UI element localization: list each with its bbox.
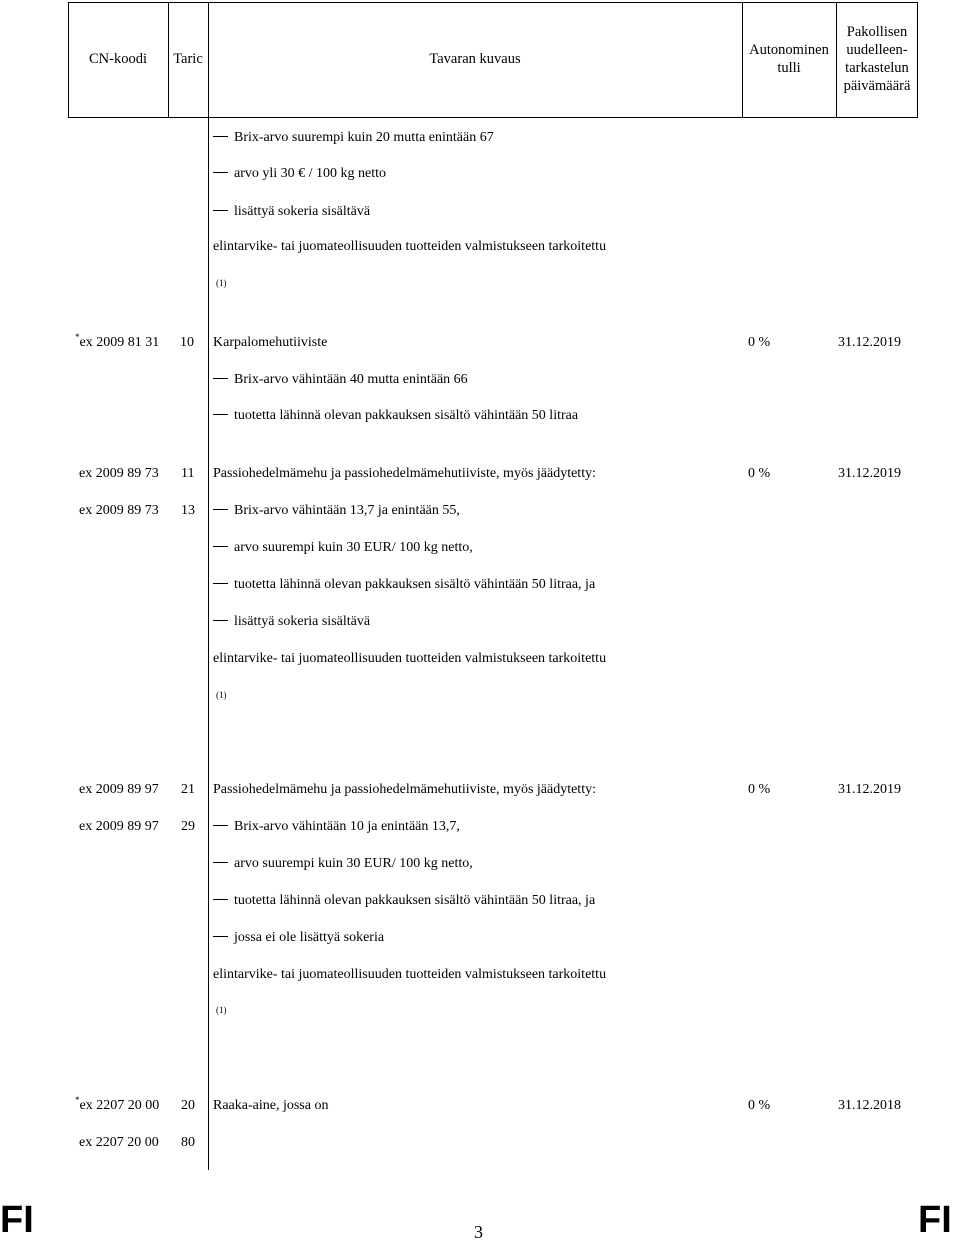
description-condition: tuotetta lähinnä olevan pakkauksen sisältö vähintään 50 litraa, ja bbox=[213, 577, 595, 593]
cn-code: ex 2009 89 97 bbox=[79, 782, 159, 797]
cn-code: ex 2009 89 97 bbox=[79, 819, 159, 834]
taric-code: 10 bbox=[180, 335, 194, 350]
review-date: 31.12.2019 bbox=[838, 466, 901, 481]
footer-language-left: FI bbox=[0, 1199, 34, 1241]
column-divider bbox=[208, 117, 209, 1170]
dash-icon bbox=[213, 172, 228, 173]
duty-rate: 0 % bbox=[748, 1098, 771, 1113]
description-condition: tuotetta lähinnä olevan pakkauksen sisältö vähintään 50 litraa bbox=[213, 408, 578, 424]
description-text: elintarvike- tai juomateollisuuden tuotteiden valmistukseen tarkoitettu bbox=[213, 239, 607, 254]
taric-code: 13 bbox=[181, 503, 195, 518]
dash-icon bbox=[213, 620, 228, 621]
description-heading: Raaka-aine, jossa on bbox=[213, 1098, 329, 1113]
taric-code: 11 bbox=[181, 466, 195, 481]
review-date: 31.12.2018 bbox=[838, 1098, 901, 1113]
description-condition: arvo suurempi kuin 30 EUR/ 100 kg netto, bbox=[213, 540, 473, 556]
dash-icon bbox=[213, 210, 228, 211]
description-condition: arvo suurempi kuin 30 EUR/ 100 kg netto, bbox=[213, 856, 473, 872]
description-condition: Brix-arvo vähintään 13,7 ja enintään 55, bbox=[213, 503, 460, 519]
header-description: Tavaran kuvaus bbox=[429, 51, 521, 67]
description-condition: tuotetta lähinnä olevan pakkauksen sisältö vähintään 50 litraa, ja bbox=[213, 893, 595, 909]
dash-icon bbox=[213, 546, 228, 547]
footnote-ref: (1) bbox=[216, 1005, 227, 1015]
description-condition: lisättyä sokeria sisältävä bbox=[213, 614, 370, 630]
description-condition: arvo yli 30 € / 100 kg netto bbox=[213, 166, 386, 182]
taric-code: 20 bbox=[181, 1098, 195, 1113]
header-review-date: Pakollisen uudelleen- tarkastelun päivämäärä bbox=[843, 24, 911, 94]
cn-code: ex 2009 89 73 bbox=[79, 466, 159, 481]
dash-icon bbox=[213, 378, 228, 379]
description-condition: Brix-arvo suurempi kuin 20 mutta enintään 67 bbox=[213, 130, 494, 146]
footer-language-right: FI bbox=[918, 1199, 952, 1241]
header-cn-code: CN-koodi bbox=[89, 51, 147, 67]
cn-code: *ex 2207 20 00 bbox=[75, 1095, 160, 1113]
description-heading: Karpalomehutiiviste bbox=[213, 335, 328, 350]
page-number: 3 bbox=[474, 1222, 483, 1242]
description-heading: Passiohedelmämehu ja passiohedelmämehutiiviste, myös jäädytetty: bbox=[213, 466, 596, 481]
duty-rate: 0 % bbox=[748, 782, 771, 797]
dash-icon bbox=[213, 414, 228, 415]
header-autonomous-duty: Autonominen tulli bbox=[749, 42, 829, 76]
dash-icon bbox=[213, 899, 228, 900]
duty-rate: 0 % bbox=[748, 335, 771, 350]
description-heading: Passiohedelmämehu ja passiohedelmämehutiiviste, myös jäädytetty: bbox=[213, 782, 596, 797]
cn-code: *ex 2009 81 31 bbox=[75, 332, 160, 350]
description-text: elintarvike- tai juomateollisuuden tuotteiden valmistukseen tarkoitettu bbox=[213, 967, 607, 982]
description-text: elintarvike- tai juomateollisuuden tuotteiden valmistukseen tarkoitettu bbox=[213, 651, 607, 666]
description-condition: jossa ei ole lisättyä sokeria bbox=[213, 930, 384, 946]
description-condition: Brix-arvo vähintään 10 ja enintään 13,7, bbox=[213, 819, 460, 835]
dash-icon bbox=[213, 509, 228, 510]
dash-icon bbox=[213, 583, 228, 584]
taric-code: 80 bbox=[181, 1135, 195, 1150]
description-condition: Brix-arvo vähintään 40 mutta enintään 66 bbox=[213, 372, 468, 388]
cn-code: ex 2009 89 73 bbox=[79, 503, 159, 518]
taric-code: 21 bbox=[181, 782, 195, 797]
duty-rate: 0 % bbox=[748, 466, 771, 481]
review-date: 31.12.2019 bbox=[838, 335, 901, 350]
cn-code: ex 2207 20 00 bbox=[79, 1135, 159, 1150]
dash-icon bbox=[213, 862, 228, 863]
description-condition: lisättyä sokeria sisältävä bbox=[213, 204, 370, 220]
footnote-ref: (1) bbox=[216, 690, 227, 700]
footnote-ref: (1) bbox=[216, 278, 227, 288]
taric-code: 29 bbox=[181, 819, 195, 834]
review-date: 31.12.2019 bbox=[838, 782, 901, 797]
dash-icon bbox=[213, 136, 228, 137]
header-taric: Taric bbox=[173, 51, 203, 67]
dash-icon bbox=[213, 936, 228, 937]
dash-icon bbox=[213, 825, 228, 826]
